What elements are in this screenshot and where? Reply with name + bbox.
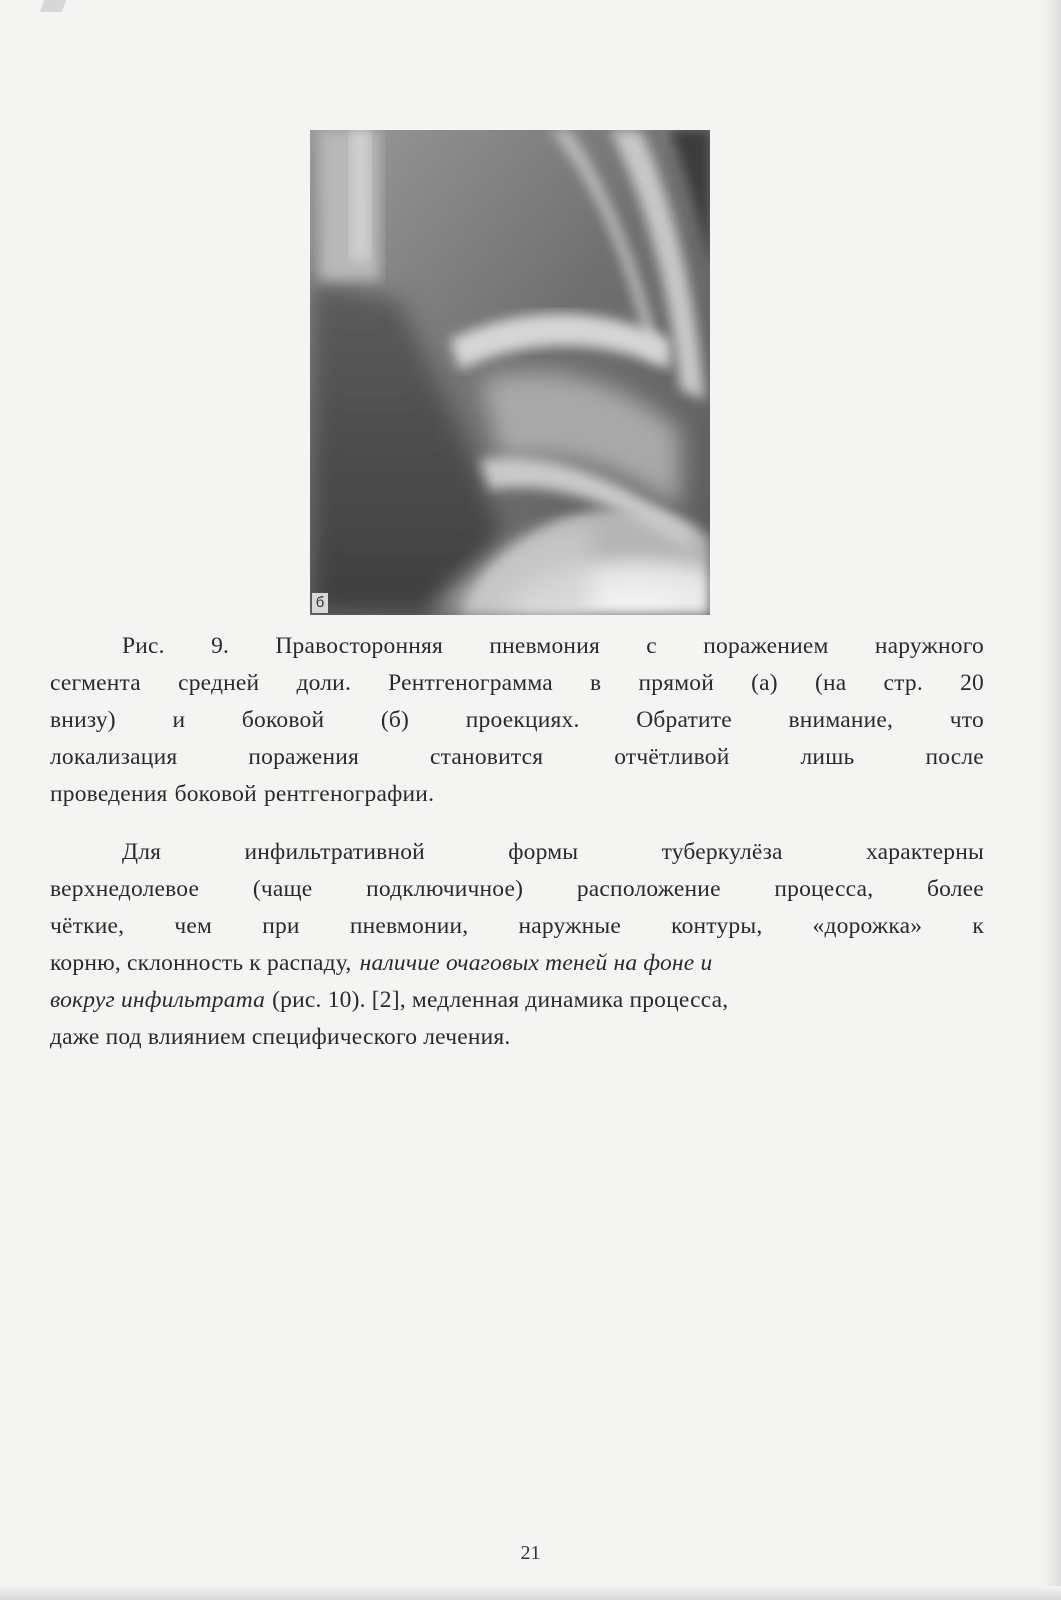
caption-word: 9. [211,633,230,659]
caption-word: боковой [241,707,325,733]
paragraph-line-2 [50,871,984,908]
paragraph-text: (рис. 10). [2], медленная динамика процесса, [272,987,729,1013]
caption-word: внимание, [788,707,894,733]
paragraph-word: инфильтративной [244,839,425,865]
paragraph-word: к [972,913,984,939]
paragraph-word: расположение [576,876,721,902]
caption-word: Обратите [636,707,732,733]
paragraph-word: туберкулёза [661,839,783,865]
paragraph-text: даже под влиянием специфического лечения. [50,1024,511,1050]
paragraph-line-3 [50,908,984,945]
page-number: 21 [520,1542,541,1564]
caption-word: и [172,707,186,733]
caption-word: 20 [960,670,984,696]
caption-word: стр. [883,670,923,696]
figure-caption [50,628,984,813]
caption-word: лишь [800,744,855,770]
caption-line-3 [50,702,984,739]
caption-word: с [646,633,657,659]
caption-word: прямой [638,670,715,696]
caption-word: поражения [248,744,360,770]
paragraph-word: характерны [865,839,984,865]
caption-word: рентгенографии. [263,781,435,807]
caption-word: доли. [296,670,352,696]
caption-word: проекциях. [465,707,580,733]
page-edge [1039,0,1061,1600]
paragraph-word: более [926,876,984,902]
caption-word: боковой [174,781,257,807]
paragraph-word: (чаще [252,876,313,902]
body-paragraph [50,834,984,1056]
caption-word: становится [430,744,544,770]
paragraph-word: контуры, [671,913,763,939]
caption-word: (а) [751,670,778,696]
paragraph-word: формы [508,839,579,865]
paragraph-word: Для [122,839,162,865]
paragraph-word: процесса, [774,876,874,902]
caption-line-5 [50,776,984,813]
scan-corner-mark [40,0,66,12]
paragraph-line-5 [50,982,984,1019]
caption-word: внизу) [50,707,116,733]
caption-word: Правосторонняя [275,633,444,659]
caption-word: Рис. [122,633,165,659]
caption-word: сегмента [50,670,141,696]
page-edge-bottom [0,1586,1061,1600]
xray-image [310,130,710,615]
caption-word: пневмония [489,633,600,659]
caption-word: в [590,670,602,696]
caption-word: наружного [874,633,984,659]
xray-drawing [310,130,710,615]
caption-word: после [925,744,984,770]
caption-line-2 [50,665,984,702]
caption-word: локализация [50,744,178,770]
paragraph-italic-text: наличие очаговых теней на фоне и [359,950,713,976]
caption-word: что [949,707,984,733]
caption-line-4 [50,739,984,776]
figure-label: б [312,593,328,613]
paragraph-italic-text: вокруг инфильтрата [50,987,266,1013]
caption-word: (б) [380,707,410,733]
paragraph-line-6 [50,1019,984,1056]
paragraph-word: чёткие, [50,913,125,939]
paragraph-word: при [262,913,300,939]
paragraph-line-1 [122,834,984,871]
paragraph-word: «дорожка» [812,913,923,939]
caption-word: проведения [50,781,168,807]
paragraph-word: наружные [518,913,622,939]
paragraph-word: чем [174,913,213,939]
paragraph-line-4 [50,945,984,982]
paragraph-word: верхнедолевое [50,876,200,902]
caption-word: (на [814,670,847,696]
caption-word: Рентгенограмма [388,670,553,696]
caption-word: средней [178,670,260,696]
paragraph-word: подключичное) [366,876,524,902]
paragraph-word: пневмонии, [349,913,469,939]
caption-word: отчётливой [614,744,730,770]
caption-word: поражением [703,633,829,659]
paragraph-text: корню, склонность к распаду, [50,950,352,976]
caption-line-1 [122,628,984,665]
